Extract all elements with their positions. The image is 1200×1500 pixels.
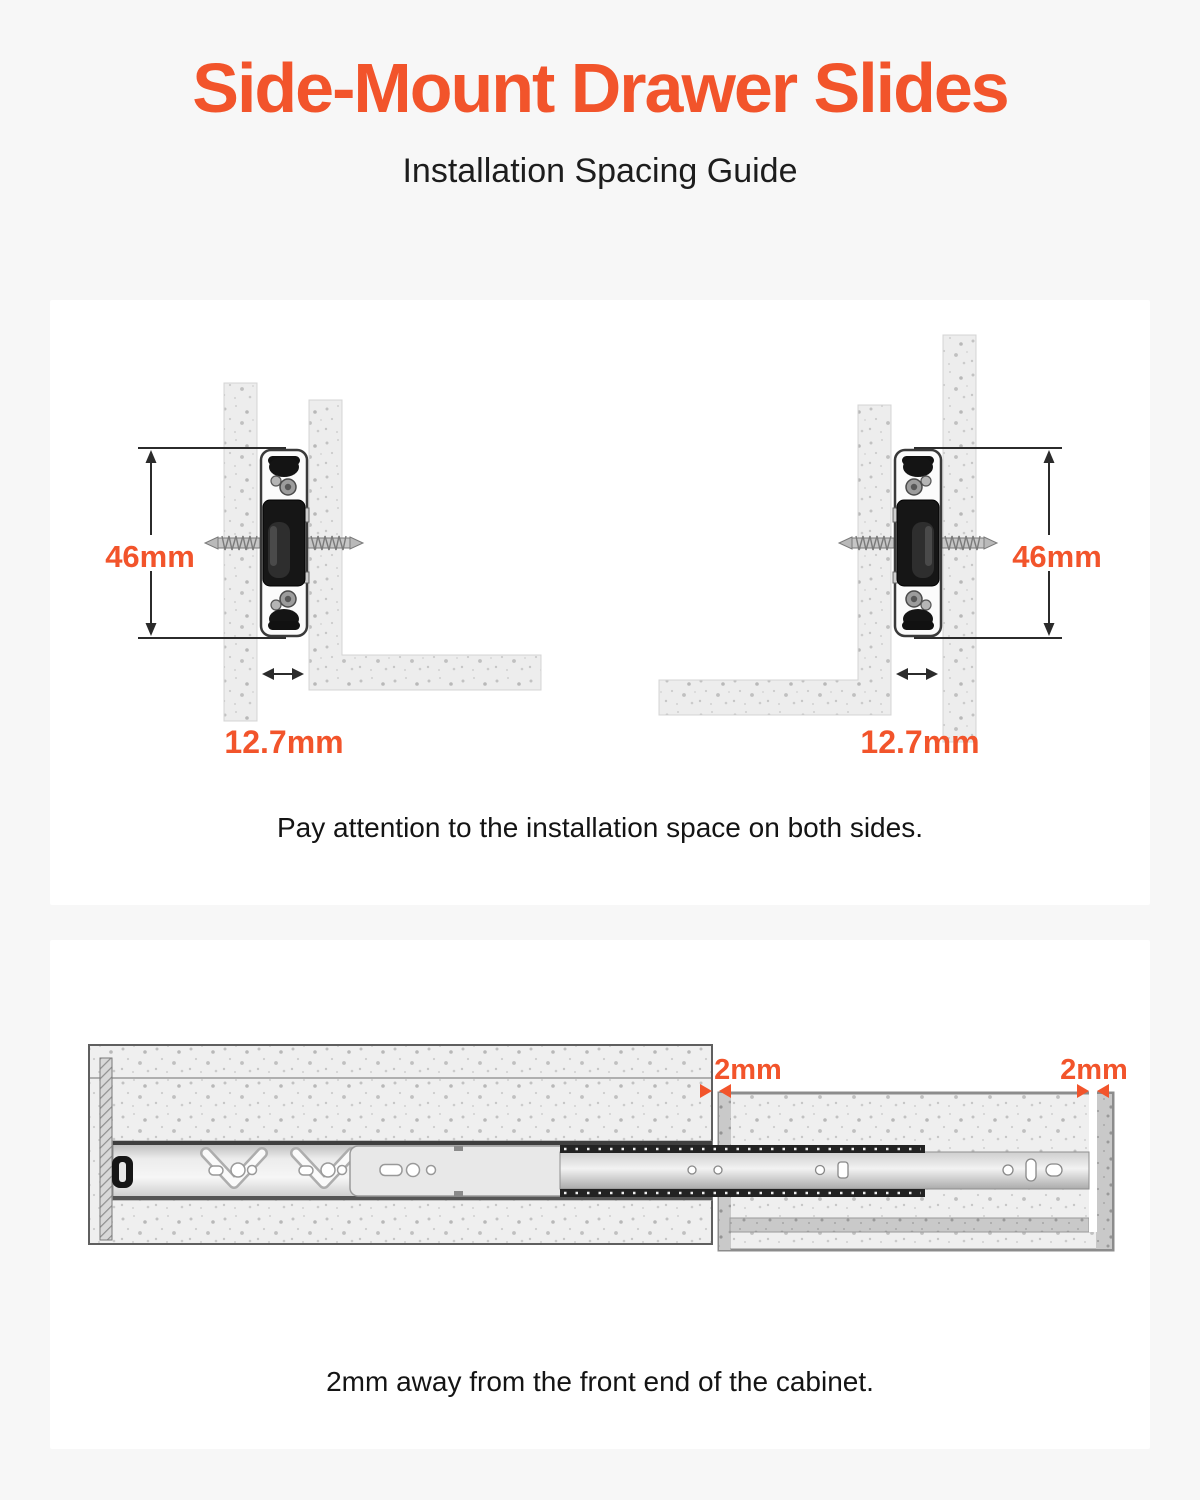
mounting-screw-left xyxy=(839,536,894,550)
left-height-dimension-label: 46mm xyxy=(105,539,195,574)
spacing-guide-panel xyxy=(50,300,1150,905)
ball-bearing-strip-top xyxy=(560,1145,925,1153)
front-gap-dimension-label: 2mm xyxy=(1060,1054,1128,1086)
front-clearance-gap xyxy=(1089,1090,1097,1232)
drawer-bottom-panel xyxy=(730,1218,1089,1232)
cabinet-gap-dimension-label: 2mm xyxy=(714,1054,782,1086)
cabinet-back-panel-hatch xyxy=(100,1058,112,1240)
side-gap-dimension-12.7mm xyxy=(262,668,304,680)
page-title: Side-Mount Drawer Slides xyxy=(192,49,1008,127)
side-gap-dimension-12.7mm xyxy=(896,668,938,680)
slide-cross-section xyxy=(261,450,309,636)
drawer-front-wall xyxy=(1096,1094,1112,1249)
left-side-gap-dimension-label: 12.7mm xyxy=(224,724,344,760)
ball-bearing-strip-bottom xyxy=(560,1189,925,1197)
front-clearance-caption: 2mm away from the front end of the cabinet. xyxy=(326,1366,874,1397)
mounting-screw-right xyxy=(308,536,363,550)
front-clearance-panel xyxy=(50,940,1150,1449)
right-spacing-diagram xyxy=(659,335,1062,742)
right-side-gap-dimension-label: 12.7mm xyxy=(860,724,980,760)
page-subtitle: Installation Spacing Guide xyxy=(402,152,798,190)
right-height-dimension-label: 46mm xyxy=(1012,539,1102,574)
drawer-side-panel xyxy=(659,405,891,715)
spacing-caption: Pay attention to the installation space on both sides. xyxy=(277,812,923,843)
slide-cross-section xyxy=(893,450,941,636)
